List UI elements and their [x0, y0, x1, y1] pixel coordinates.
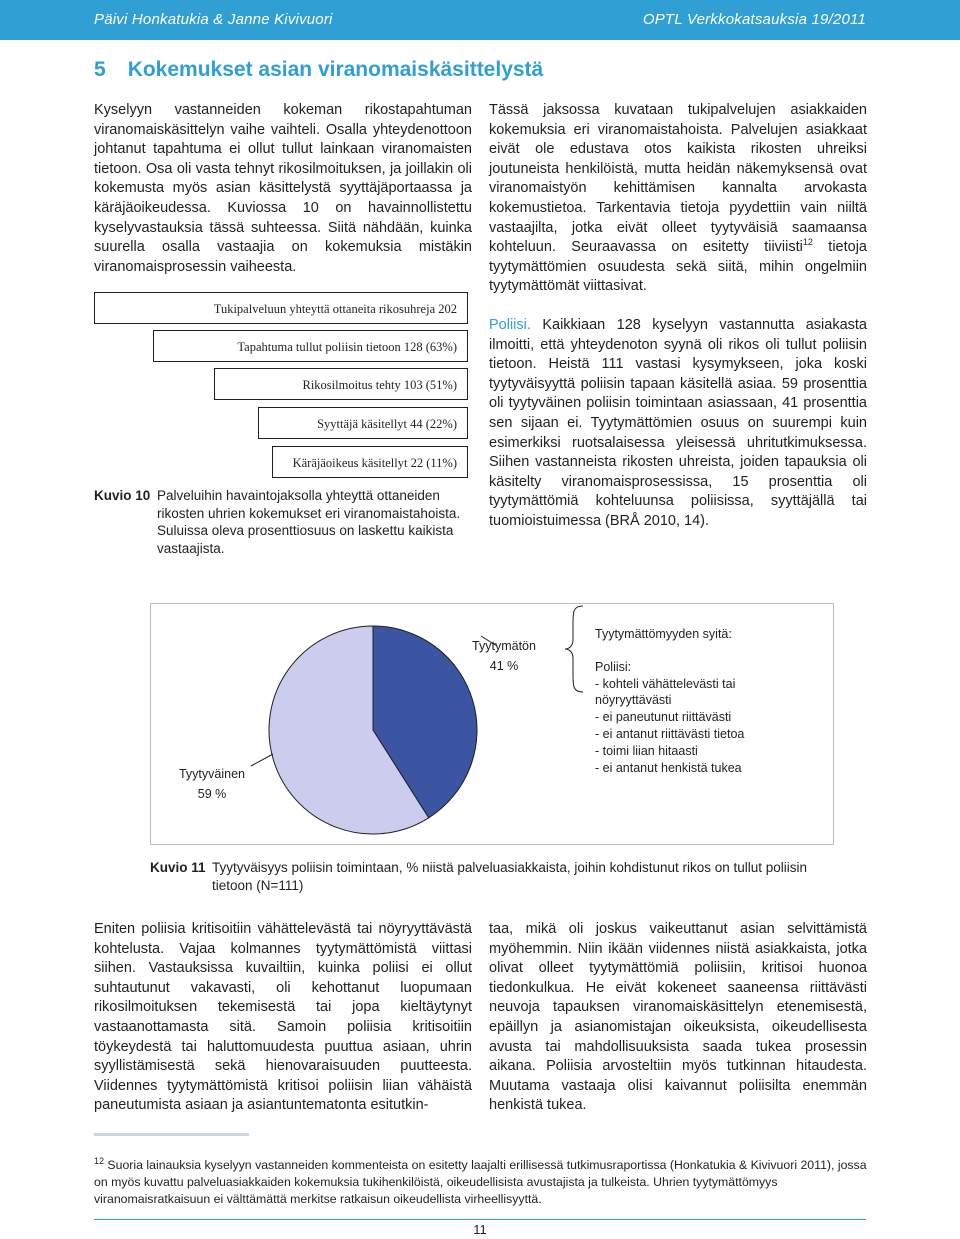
section-title-text: Kokemukset asian viranomaiskäsittelystä — [127, 58, 544, 81]
figure11-caption-label: Kuvio 11 — [150, 860, 206, 875]
pie-label-tyytyvainen-value: 59 % — [197, 787, 227, 801]
body-right-paragraph: taa, mikä oli joskus vaikeuttanut asian selvittämistä myöhemmin. Niin ikään viidennes niistä asiakkaista, jotka olivat olleet tyytymättömiä poliisiin, kritisoi huonoa tiedonkulkua. He eivät kokeneet saaneensa riittävästi neuvoja tapauksen viranomaiskäsittelyn etenemisestä, epäillyn ja asianomistajan oikeuksista, oikeudellisesta avusta tai mahdollisuuksista saada tukea prosessin aikana. Poliisia arvosteltiin myös tutkinnan hitaudesta. Muutama vastaaja olisi kaivannut poliisilta enemmän henkistä tukea. — [489, 921, 867, 1114]
pie-label-tyytyvainen-name: Tyytyväinen — [178, 767, 245, 781]
footnote-mark: 12 — [94, 1155, 105, 1166]
pie-label-tyytymaton — [459, 636, 549, 676]
figure10-caption-text: Palveluihin havaintojaksolla yhteyttä ottaneiden rikosten uhrien kokemukset eri viranomaistahoista. Suluissa oleva prosenttiosuus on laskettu kaikista vastaajista. — [157, 488, 461, 556]
reason-item: - ei antanut henkistä tukea — [595, 760, 742, 775]
police-paragraph — [489, 316, 867, 532]
brace-icon — [563, 604, 585, 694]
pie-label-tyytyvainen — [167, 764, 257, 804]
intro-right-text-a: Tässä jaksossa kuvataan tukipalvelujen asiakkaiden kokemuksia eri viranomaistahoista. Palvelujen asiakkaat eivät ole edustava otos kaikista rikosten uhreiksi joutuneista henkilöistä, mutta heidän näkemyksensä ovat viranomaistyön kehittämisen kannalta arvokasta kokemustietoa. Tarkentavia tietoja pyydettiin vain niiltä vastaajilta, jotka eivät olleet tyytyväisiä saamaansa kohteluun. Seuraavassa on esitetty tiiviisti — [489, 102, 867, 256]
funnel-row-4-label: Syyttäjä käsitellyt 44 (22%) — [317, 417, 457, 431]
reason-item: - kohteli vähättelevästi tai nöyryyttävästi — [595, 676, 736, 708]
figure11-caption — [150, 859, 830, 894]
body-left-paragraph: Eniten poliisia kritisoitiin vähättelevästä tai nöyryyttävästä kohtelusta. Vajaa kolmannes tyytymättömistä viittasi siihen. Vastauksissa kuvailtiin, kuinka poliisi ei ollut suhtautunut vakavasti, oli kehottanut luopumaan rikosilmoituksen tekemisestä tai jopa kieltäytynyt vastaanottamasta sitä. Samoin poliisia kritisoitiin töykeydestä tai haluttomuudesta puuttua asiaan, uhrin syyllistämisestä sekä hienovaraisuuden puutteesta. Viidennes tyytymättömistä kritisoi poliisin liian vähäistä paneutumista asiaan ja asiantuntematonta esitutkin- — [94, 921, 472, 1114]
pie-label-tyytymaton-name: Tyytymätön — [472, 639, 536, 653]
funnel-row-3 — [214, 368, 468, 400]
page-header — [0, 0, 960, 40]
footnote-ref-12[interactable]: 12 — [802, 237, 813, 248]
reasons-title: Tyytymättömyyden syitä: — [595, 627, 732, 641]
footnote-rule — [94, 1133, 249, 1136]
reason-item: - ei paneutunut riittävästi — [595, 710, 732, 725]
section-number: 5 — [94, 58, 106, 81]
reason-item: - ei antanut riittävästi tietoa — [595, 726, 745, 741]
funnel-row-1-label: Tukipalveluun yhteyttä ottaneita rikosuhreja 202 — [213, 302, 457, 316]
figure10-caption — [94, 487, 472, 557]
header-authors: Päivi Honkatukia & Janne Kivivuori — [94, 11, 333, 28]
intro-left-paragraph: Kyselyyn vastanneiden kokeman rikostapahtuman viranomaiskäsittelyn vaihe vaihteli. Osalla yhteydenottoon johtanut tapahtuma ei ollut tullut lainkaan viranomaisten tietoon. Osa oli vasta tehnyt rikosilmoituksen, ja joillakin oli kokemusta myös asian käsittelystä syyttäjäportaassa ja käräjäoikeudessa. Kuviossa 10 on havainnollistettu kyselyvastauksia tässä suhteessa. Siitä nähdään, kuinka suurella osalla vastaajia on kokemuksia mistäkin viranomaisprosessin vaiheesta. — [94, 102, 472, 275]
reasons-box — [595, 626, 785, 776]
police-lead: Poliisi. — [489, 317, 531, 333]
header-series: OPTL Verkkokatsauksia 19/2011 — [642, 11, 866, 28]
page-number: 11 — [473, 1222, 487, 1237]
reasons-list — [595, 676, 785, 777]
police-text: Kaikkiaan 128 kyselyyn vastannutta asiakasta ilmoitti, että yhteydenoton syynä oli rikos oli tullut poliisin tietoon. Heistä 111 vastasi kysymykseen, joka koski tyytyväisyyttä poliisin tapaan käsitellä asiaa. 59 prosenttia oli tyytyväinen poliisin toimintaan asiassaan, 41 prosenttia sen sijaan ei. Tyytymättömien osuus on suurempi kuin esimerkiksi ruotsalaisessa yleisessä uhritutkimuksessa. Siihen vastanneista rikosten uhreista, joiden tapauksia oli käsitelty viranomaisprosessissa, 15 prosenttia oli tyytymättömiä kohteluunsa poliisissa, syyttäjällä tai tuomioistuimessa (BRÅ 2010, 14). — [489, 317, 867, 529]
funnel-row-5 — [272, 446, 468, 478]
funnel-row-4 — [258, 407, 468, 439]
footnote-text: Suoria lainauksia kyselyyn vastanneiden kommenteista on esitetty laajalti erillisessä tutkimusraportissa (Honkatukia & Kivivuori 2011), jossa on myös kuvattu palveluasiakkaiden kokemuksia tukihenkilöistä, oikeudellisista avustajista ja tulkeista. Uhrien tyytymättömyys viranomaisratkaisuun ei välttämättä merkitse ratkaisun oikeudellista virheellisyyttä. — [94, 1158, 867, 1207]
figure11-chart-frame — [150, 603, 834, 845]
funnel-row-2 — [153, 330, 468, 362]
figure10-caption-label: Kuvio 10 — [94, 488, 151, 503]
funnel-row-3-label: Rikosilmoitus tehty 103 (51%) — [302, 378, 457, 392]
intro-right-text-b: tietoja tyytymättömien osuudesta sekä siitä, mihin ongelmiin tyytymättömät viittasivat. — [489, 239, 867, 295]
pie-label-tyytymaton-value: 41 % — [489, 659, 519, 673]
reason-item: - toimi liian hitaasti — [595, 743, 698, 758]
funnel-row-1 — [94, 292, 468, 324]
footnote — [94, 1157, 874, 1209]
section-title — [94, 58, 543, 82]
figure11-caption-text: Tyytyväisyys poliisin toimintaan, % niistä palveluasiakkaista, joihin kohdistunut rikos on tullut poliisin tietoon (N=111) — [212, 860, 808, 893]
bottom-rule — [94, 1219, 866, 1220]
funnel-row-5-label: Käräjäoikeus käsitellyt 22 (11%) — [292, 456, 457, 470]
reasons-group: Poliisi: — [595, 659, 632, 674]
intro-right-paragraph — [489, 101, 867, 297]
funnel-row-2-label: Tapahtuma tullut poliisin tietoon 128 (63%) — [237, 340, 457, 354]
